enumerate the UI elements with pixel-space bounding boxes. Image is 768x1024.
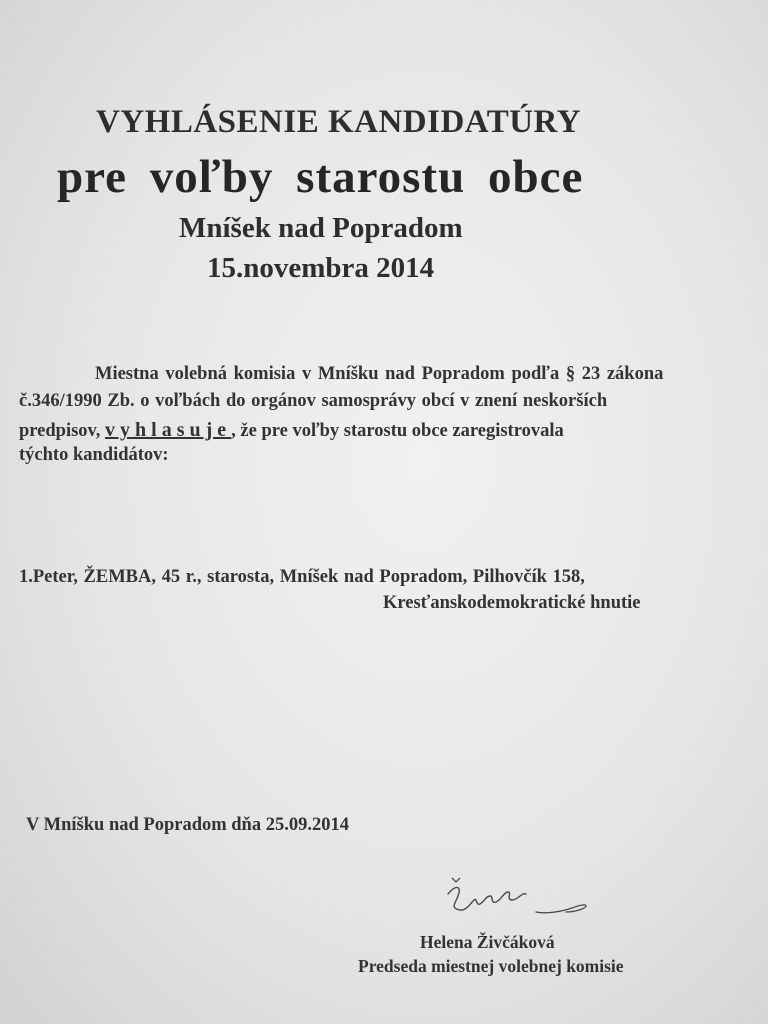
candidate-party: Kresťanskodemokratické hnutie [383, 593, 641, 613]
body-line-3-prefix: predpisov, [19, 421, 106, 441]
signer-role: Predseda miestnej volebnej komisie [358, 956, 624, 976]
body-paragraph-line-2: č.346/1990 Zb. o voľbách do orgánov samosprávy obcí v znení neskorších [19, 391, 608, 411]
place-and-date: V Mníšku nad Popradom dňa 25.09.2014 [26, 815, 349, 835]
candidate-entry: 1.Peter, ŽEMBA, 45 r., starosta, Mníšek nad Popradom, Pilhovčík 158, [19, 567, 585, 587]
body-paragraph-line-3 [19, 419, 564, 442]
document-title: VYHLÁSENIE KANDIDATÚRY [96, 104, 582, 140]
election-date: 15.novembra 2014 [207, 252, 435, 284]
signer-name: Helena Živčáková [420, 932, 555, 952]
body-paragraph-line-1: Miestna volebná komisia v Mníšku nad Popradom podľa § 23 zákona [95, 364, 664, 384]
municipality-name: Mníšek nad Popradom [179, 212, 463, 244]
body-paragraph-line-4: týchto kandidátov: [19, 445, 169, 465]
body-line-3-suffix: , že pre voľby starostu obce zaregistrovala [231, 421, 564, 441]
document-subtitle: pre voľby starostu obce [57, 151, 584, 203]
handwritten-signature [440, 872, 600, 932]
proclamation-word: vyhlasuje [105, 419, 232, 441]
